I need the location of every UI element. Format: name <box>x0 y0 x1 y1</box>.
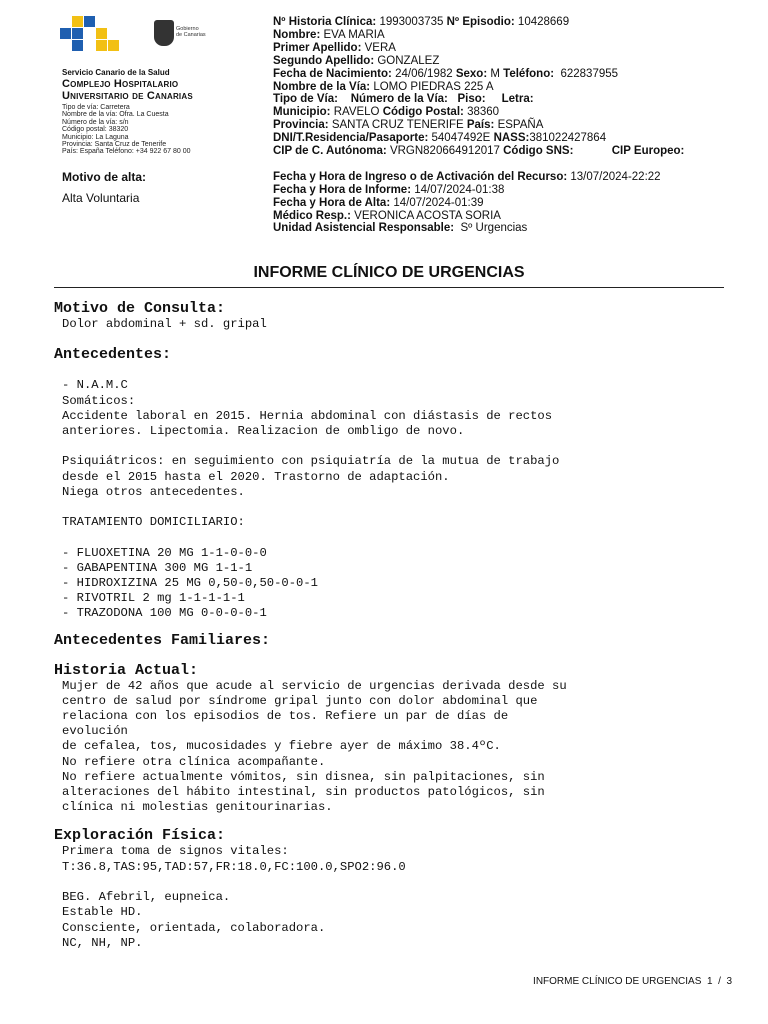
tipo-via-label: Tipo de Vía: <box>273 93 338 106</box>
section-text: Primera toma de signos vitales: T:36.8,TAS:95,TAD:57,FR:18.0,FC:100.0,SPO2:96.0 BEG. Afebril, eupneica. Estable HD. Consciente, orientada, colaboradora. NC, NH, NP. <box>62 844 406 950</box>
section-text: - N.A.M.C Somáticos: Accidente laboral en 2015. Hernia abdominal con diástasis de rectos anteriores. Lipectomia. Realizacion de ombligo de novo. Psiquiátricos: en seguimiento con psiquiatría de la mutua de trabajo desde el 2015 hasta el 2020. Trastorno de adaptación. Niega otros antecedentes. TRATAMIENTO DOMICILIARIO: - FLUOXETINA 20 MG 1-1-0-0-0 - GABAPENTINA 300 MG 1-1-1 - HIDROXIZINA 25 MG 0,50-0,50-0-0-1 - RIVOTRIL 2 mg 1-1-1-1-1 - TRAZODONA 100 MG 0-0-0-0-1 <box>62 378 560 621</box>
section-title: Antecedentes Familiares: <box>54 631 271 649</box>
historia-label: Nº Historia Clínica: <box>273 16 377 28</box>
unidad-label: Unidad Asistencial Responsable: <box>273 222 455 235</box>
sexo-value: M <box>490 67 500 80</box>
hospital-name <box>62 68 212 102</box>
government-line1: Gobierno <box>176 26 199 32</box>
alta-value: 14/07/2024-01:39 <box>393 196 484 209</box>
hospital-logo <box>60 16 220 64</box>
section-historia <box>54 662 734 816</box>
page-number: 1 <box>706 976 713 987</box>
apellido2-value: GONZALEZ <box>377 54 440 67</box>
via-label: Nombre de la Vía: <box>273 80 371 93</box>
medico-value: VERONICA ACOSTA SORIA <box>354 209 501 222</box>
cip-value: VRGN820664912017 <box>389 145 500 158</box>
ingreso-label: Fecha y Hora de Ingreso o de Activación del Recurso: <box>273 170 568 183</box>
hospital-address <box>62 104 222 156</box>
episodio-label: Nº Episodio: <box>446 16 515 28</box>
apellido1-label: Primer Apellido: <box>273 41 362 54</box>
report-title: INFORME CLÍNICO DE URGENCIAS <box>253 264 525 281</box>
address-line: Provincia: Santa Cruz de Tenerife <box>62 141 167 149</box>
letra-label: Letra: <box>501 93 534 106</box>
address-line: Código postal: 38320 <box>62 126 129 134</box>
apellido2-label: Segundo Apellido: <box>273 54 375 67</box>
section-title: Motivo de Consulta: <box>54 300 226 317</box>
patient-info <box>273 16 753 235</box>
page-footer <box>533 976 732 987</box>
address-line: Tipo de vía: Carretera <box>62 104 130 111</box>
discharge-reason-value: Alta Voluntaria <box>62 191 140 205</box>
informe-label: Fecha y Hora de Informe: <box>273 183 412 196</box>
cp-label: Código Postal: <box>382 106 464 119</box>
hospital-complex: Complejo Hospitalario <box>62 78 179 90</box>
ingreso-value: 13/07/2024-22:22 <box>570 170 661 183</box>
nass-label: NASS: <box>493 132 530 145</box>
section-exploracion <box>54 827 734 950</box>
provincia-value: SANTA CRUZ TENERIFE <box>331 119 464 132</box>
sns-label: Código SNS: <box>503 145 574 158</box>
dni-value: 54047492E <box>431 132 491 145</box>
sexo-label: Sexo: <box>455 67 488 80</box>
section-text: Mujer de 42 años que acude al servicio de urgencias derivada desde su centro de salud por síndrome gripal junto con dolor abdominal que relaciona con los episodios de tos. Refiere un par de días de evolución de cefalea, tos, mucosidades y fiebre ayer de máximo 38.4ºC. No refiere otra clínica acompañante. No refiere actualmente vómitos, sin disnea, sin palpitaciones, sin alteraciones del hábito intestinal, sin productos patológicos, sin clínica ni molestias genitourinarias. <box>62 678 567 815</box>
page-separator: / <box>718 976 721 987</box>
government-logo <box>154 20 214 52</box>
via-value: LOMO PIEDRAS 225 A <box>373 80 494 93</box>
historia-value: 1993003735 <box>379 16 444 28</box>
hospital-university: Universitario de Canarias <box>62 90 193 102</box>
cip-eu-label: CIP Europeo: <box>611 145 685 158</box>
episodio-value: 10428669 <box>517 16 570 28</box>
piso-label: Piso: <box>457 93 486 106</box>
numero-via-label: Número de la Vía: <box>350 93 448 106</box>
pais-label: País: <box>466 119 495 132</box>
medico-label: Médico Resp.: <box>273 209 351 222</box>
footer-label: INFORME CLÍNICO DE URGENCIAS <box>533 976 702 987</box>
government-line2: de Canarias <box>176 32 206 38</box>
cip-label: CIP de C. Autónoma: <box>273 145 387 158</box>
alta-label: Fecha y Hora de Alta: <box>273 196 391 209</box>
section-title: Antecedentes: <box>54 346 172 364</box>
discharge-reason-label: Motivo de alta: <box>62 170 147 184</box>
informe-value: 14/07/2024-01:38 <box>414 183 505 196</box>
nacimiento-label: Fecha de Nacimiento: <box>273 67 392 80</box>
address-line: Nombre de la vía: Ofra. La Cuesta <box>62 111 169 119</box>
coat-of-arms-icon <box>154 20 174 46</box>
address-line: País: España Teléfono: +34 922 67 80 00 <box>62 148 191 156</box>
provincia-label: Provincia: <box>273 119 329 132</box>
section-title: Exploración Física: <box>54 827 226 845</box>
page-total: 3 <box>726 976 732 987</box>
cp-value: 38360 <box>467 106 500 119</box>
nombre-value: EVA MARIA <box>323 28 385 41</box>
section-familiares <box>54 632 734 649</box>
scs-logo-icon <box>60 16 124 56</box>
nombre-label: Nombre: <box>273 28 321 41</box>
unidad-value: Sº Urgencias <box>460 222 528 235</box>
address-line: Municipio: La Laguna <box>62 133 129 141</box>
section-text: Dolor abdominal + sd. gripal <box>62 317 267 331</box>
nass-value: 381022427864 <box>529 132 607 145</box>
section-title: Historia Actual: <box>54 661 199 679</box>
nacimiento-value: 24/06/1982 <box>395 67 453 80</box>
apellido1-value: VERA <box>364 41 396 54</box>
pais-value: ESPAÑA <box>497 119 544 132</box>
telefono-value: 622837955 <box>560 67 619 80</box>
municipio-label: Municipio: <box>273 106 331 119</box>
title-divider <box>54 287 724 288</box>
dni-label: DNI/T.Residencia/Pasaporte: <box>273 132 429 145</box>
address-line: Número de la vía: s/n <box>62 118 129 126</box>
section-motivo <box>54 300 734 332</box>
telefono-label: Teléfono: <box>503 67 555 80</box>
municipio-value: RAVELO <box>333 106 380 119</box>
report-body <box>54 300 734 951</box>
hospital-service: Servicio Canario de la Salud <box>62 68 170 77</box>
section-antecedentes <box>54 346 734 621</box>
